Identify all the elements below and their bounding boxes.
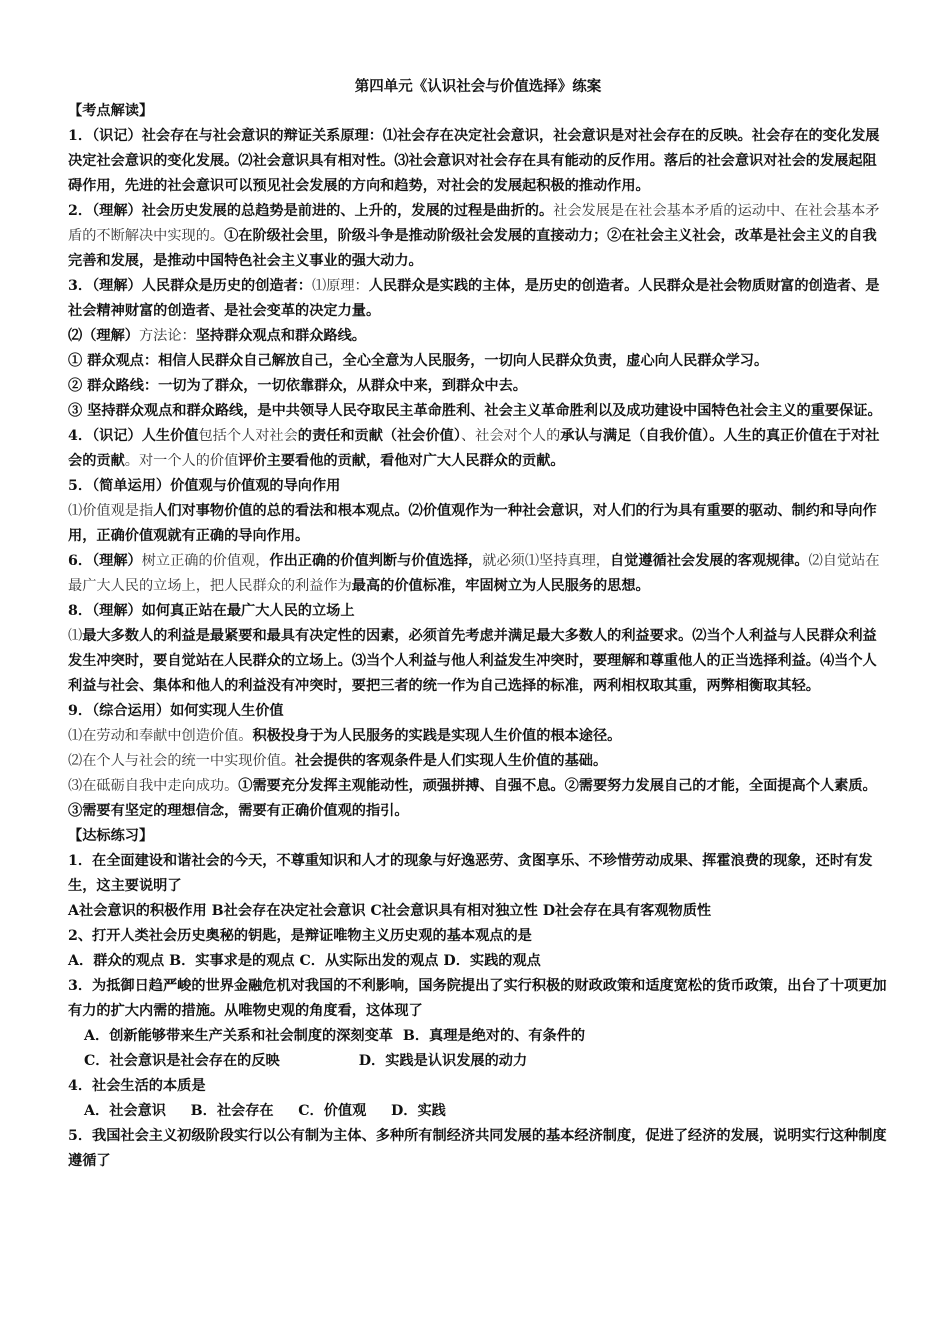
question-4: 4．社会生活的本质是 <box>68 1078 206 1094</box>
question-2-options: A．群众的观点 B．实事求是的观点 C．从实际出发的观点 D．实践的观点 <box>68 953 541 969</box>
question-3: 3．为抵御日趋严峻的世界金融危机对我国的不利影响，国务院提出了实行积极的财政政策和适度宽松的货币政策，出台了十项更加有力的扩大内需的措施。从唯物史观的角度看，这体现了 <box>68 978 887 1019</box>
key-point-9: 9．（综合运用）如何实现人生价值 <box>68 703 284 719</box>
key-point-9-item-1: ⑴在劳动和奉献中创造价值。积极投身于为人民服务的实践是实现人生价值的根本途径。 <box>68 728 622 744</box>
question-4-options: A．社会意识 B．社会存在 C．价值观 D．实践 <box>84 1103 446 1119</box>
question-5: 5．我国社会主义初级阶段实行以公有制为主体、多种所有制经济共同发展的基本经济制度，促进了经济的发展，说明实行这种制度遵循了 <box>68 1128 887 1169</box>
question-2: 2、打开人类社会历史奥秘的钥匙，是辩证唯物主义历史观的基本观点的是 <box>68 928 532 944</box>
key-point-6: 6．（理解）树立正确的价值观，作出正确的价值判断与价值选择，就必须⑴坚持真理，自觉遵循社会发展的客观规律。⑵自觉站在最广大人民的立场上，把人民群众的利益作为最高的价值标准，牢固树立为人民服务的思想。 <box>68 553 880 594</box>
key-point-8: 8．（理解）如何真正站在最广大人民的立场上 <box>68 603 355 619</box>
key-point-1: 1．（识记）社会存在与社会意识的辩证关系原理：⑴社会存在决定社会意识，社会意识是对社会存在的反映。社会存在的变化发展决定社会意识的变化发展。⑵社会意识具有相对性。⑶社会意识对社会存在具有能动的反作用。落后的社会意识对社会的发展起阻碍作用，先进的社会意识可以预见社会发展的方向和趋势，对社会的发展起积极的推动作用。 <box>68 128 880 194</box>
key-point-3-mass-line: ② 群众路线：一切为了群众，一切依靠群众，从群众中来，到群众中去。 <box>68 378 527 394</box>
key-point-3: 3．（理解）人民群众是历史的创造者：⑴原理：人民群众是实践的主体，是历史的创造者。人民群众是社会物质财富的创造者、是社会精神财富的创造者、是社会变革的决定力量。 <box>68 278 880 319</box>
key-point-3-method: ⑵（理解）方法论：坚持群众观点和群众路线。 <box>68 328 366 344</box>
question-3-options-row-2: C．社会意识是社会存在的反映 D．实践是认识发展的动力 <box>84 1053 528 1069</box>
key-point-5: 5．（简单运用）价值观与价值观的导向作用 <box>68 478 341 494</box>
key-point-9-item-2: ⑵在个人与社会的统一中实现价值。社会提供的客观条件是人们实现人生价值的基础。 <box>68 753 608 769</box>
question-1: 1．在全面建设和谐社会的今天，不尊重知识和人才的现象与好逸恶劳、贪图享乐、不珍惜劳动成果、挥霍浪费的现象，还时有发生，这主要说明了 <box>68 853 873 894</box>
key-point-2: 2．（理解）社会历史发展的总趋势是前进的、上升的，发展的过程是曲折的。社会发展是在社会基本矛盾的运动中、在社会基本矛盾的不断解决中实现的。①在阶级社会里，阶级斗争是推动阶级社会发展的直接动力；②在社会主义社会，改革是社会主义的自我完善和发展，是推动中国特色社会主义事业的强大动力。 <box>68 203 880 269</box>
question-3-options-row-1: A．创新能够带来生产关系和社会制度的深刻变革 B．真理是绝对的、有条件的 <box>84 1028 586 1044</box>
question-1-options: A社会意识的积极作用 B社会存在决定社会意识 C社会意识具有相对独立性 D社会存在具有客观物质性 <box>68 903 712 919</box>
key-point-5-body: ⑴价值观是指人们对事物价值的总的看法和根本观点。⑵价值观作为一种社会意识，对人们的行为具有重要的驱动、制约和导向作用，正确价值观就有正确的导向作用。 <box>68 503 877 544</box>
key-point-3-guarantee: ③ 坚持群众观点和群众路线，是中共领导人民夺取民主革命胜利、社会主义革命胜利以及成功建设中国特色社会主义的重要保证。 <box>68 403 882 419</box>
key-point-4: 4．（识记）人生价值包括个人对社会的责任和贡献（社会价值）、社会对个人的承认与满足（自我价值）。人生的真正价值在于对社会的贡献。对一个人的价值评价主要看他的贡献，看他对广大人民群众的贡献。 <box>68 428 880 469</box>
section-heading-exercises: 【达标练习】 <box>68 828 154 844</box>
key-point-3-mass-view: ① 群众观点：相信人民群众自己解放自己，全心全意为人民服务，一切向人民群众负责，虚心向人民群众学习。 <box>68 353 769 369</box>
page-title: 第四单元《认识社会与价值选择》练案 <box>354 78 602 95</box>
key-point-8-body: ⑴最大多数人的利益是最紧要和最具有决定性的因素，必须首先考虑并满足最大多数人的利益要求。⑵当个人利益与人民群众利益发生冲突时，要自觉站在人民群众的立场上。⑶当个人利益与他人利益发生冲突时，要理解和尊重他人的正当选择利益。⑷当个人利益与社会、集体和他人的利益没有冲突时，要把三者的统一作为自己选择的标准，两利相权取其重，两弊相衡取其轻。 <box>68 628 877 694</box>
key-point-9-item-3: ⑶在砥砺自我中走向成功。①需要充分发挥主观能动性，顽强拼搏、自强不息。②需要努力发展自己的才能，全面提高个人素质。③需要有坚定的理想信念，需要有正确价值观的指引。 <box>68 778 877 819</box>
document-page <box>68 74 888 1174</box>
section-heading-key-points: 【考点解读】 <box>68 103 154 119</box>
